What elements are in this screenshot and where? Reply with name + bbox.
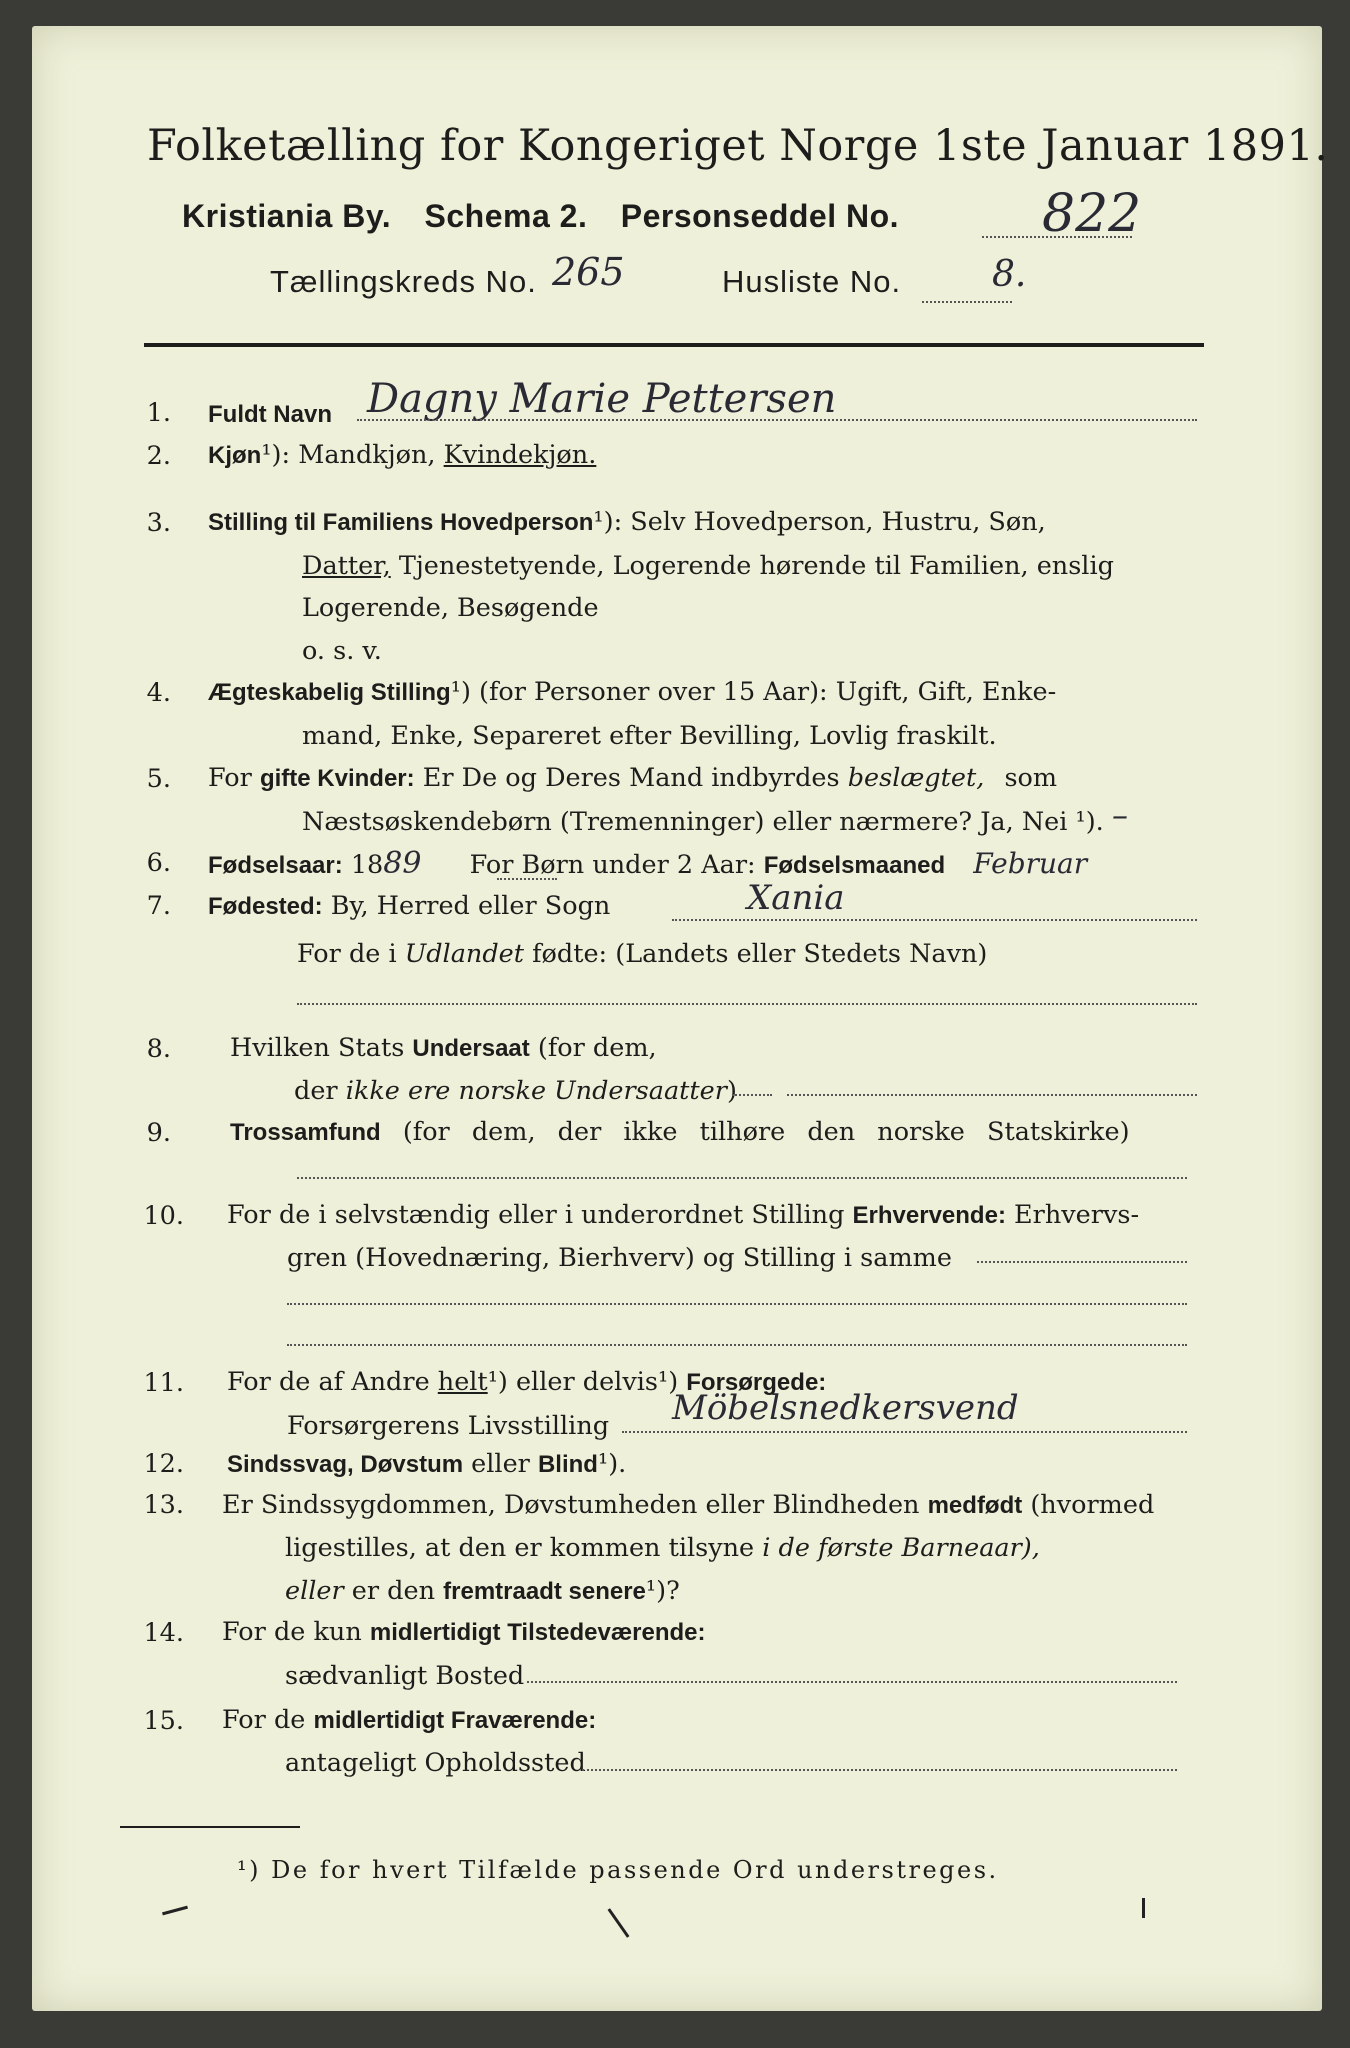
field-1-dots xyxy=(357,419,1197,421)
field-2-sup: ¹): xyxy=(261,440,291,470)
field-14-number: 14. xyxy=(143,1618,184,1648)
field-11-sup2: ¹) xyxy=(657,1367,679,1397)
field-6-century: 18 xyxy=(350,850,384,880)
field-15-pre: For de xyxy=(222,1705,306,1735)
field-6-year-value: 89 xyxy=(383,846,422,881)
field-7-dots xyxy=(672,919,1197,921)
ink-mark xyxy=(608,1908,630,1938)
field-4-line1 xyxy=(208,672,1056,713)
field-12-number: 12. xyxy=(143,1449,184,1479)
field-2-option-kvinde: Kvindekjøn. xyxy=(443,440,597,470)
field-7-line2 xyxy=(297,934,987,974)
husliste-label: Husliste No. xyxy=(722,264,902,299)
field-11-provider-value: Möbelsnedkersvend xyxy=(672,1388,1019,1428)
field-13-line3 xyxy=(285,1571,680,1612)
footnote xyxy=(237,1856,999,1884)
field-14-pre: For de kun xyxy=(222,1617,362,1647)
field-13-line3-mid: er den xyxy=(351,1576,436,1606)
field-11-option-helt: helt xyxy=(437,1367,488,1397)
field-12-sup: ¹). xyxy=(597,1449,627,1479)
field-6-year-dots xyxy=(497,878,557,880)
field-7-number: 7. xyxy=(146,891,171,921)
field-9-label: Trossamfund xyxy=(230,1119,381,1146)
personseddel-dots xyxy=(982,236,1132,238)
field-3-sup: ¹): xyxy=(593,507,623,537)
field-13-number: 13. xyxy=(143,1490,184,1520)
ink-mark xyxy=(162,1906,188,1916)
field-13-line1-rest: (hvormed xyxy=(1030,1490,1155,1520)
field-13-label: medfødt xyxy=(927,1492,1023,1519)
field-4-line2: mand, Enke, Separeret efter Bevilling, Lovlig fraskilt. xyxy=(302,721,997,751)
field-6-number: 6. xyxy=(146,848,171,878)
taellingskreds-number: 265 xyxy=(552,250,625,294)
field-3-line3: Logerende, Besøgende xyxy=(302,593,599,623)
field-15-label: midlertidigt Fraværende: xyxy=(313,1707,597,1734)
field-10-dots-b xyxy=(287,1303,1187,1305)
field-15-line1 xyxy=(222,1700,596,1741)
field-5-answer: – xyxy=(1112,796,1128,834)
census-form-sheet xyxy=(32,26,1329,2011)
field-10-pre: For de i selvstændig eller i underordnet Stilling xyxy=(227,1200,845,1230)
field-5-pre: For xyxy=(208,763,252,793)
husliste-number: 8. xyxy=(992,254,1027,295)
personseddel-number: 822 xyxy=(1042,184,1142,244)
field-7-question: By, Herred eller Sogn xyxy=(330,891,611,921)
field-13-line2-pre: ligestilles, at den er kommen tilsyne xyxy=(285,1533,755,1563)
field-11-mid: eller delvis xyxy=(515,1367,658,1397)
field-12-label: Sindssvag, Døvstum xyxy=(227,1451,464,1478)
field-8-line1 xyxy=(230,1028,657,1069)
field-5-line2: Næstsøskendebørn (Tremenninger) eller nærmere? Ja, Nei ¹). xyxy=(302,807,1104,837)
field-15-line2: antageligt Opholdssted xyxy=(285,1748,586,1778)
field-13-line2 xyxy=(285,1528,1040,1568)
field-5-italic: beslægtet, xyxy=(847,763,985,793)
field-10-number: 10. xyxy=(143,1201,184,1231)
field-9-rest: (for dem, der ikke tilhøre den norske Statskirke) xyxy=(402,1117,1130,1147)
field-6-line xyxy=(208,844,1087,886)
field-7-birthplace-value: Xania xyxy=(747,878,845,918)
field-8-pre: Hvilken Stats xyxy=(230,1033,405,1063)
field-6-label2: Fødselsmaaned xyxy=(763,852,946,879)
field-5-question-a: Er De og Deres Mand indbyrdes xyxy=(422,763,840,793)
field-13-pre: Er Sindssygdommen, Døvstumheden eller Blindheden xyxy=(222,1490,920,1520)
field-8-line1-rest: (for dem, xyxy=(537,1033,657,1063)
field-14-dots xyxy=(527,1681,1177,1683)
field-8-dots-a xyxy=(732,1094,772,1096)
field-5-line1 xyxy=(208,758,1057,799)
field-2-option-mand: Mandkjøn, xyxy=(298,440,436,470)
city-label: Kristiania By. xyxy=(182,198,392,234)
field-13-sup: ¹)? xyxy=(645,1576,680,1606)
field-8-line2 xyxy=(294,1071,737,1111)
field-8-line2-pre: der xyxy=(294,1076,338,1106)
field-4-sup: ¹) xyxy=(450,677,471,707)
field-3-options-a: Selv Hovedperson, Hustru, Søn, xyxy=(630,507,1046,537)
field-7-label: Fødested: xyxy=(208,893,323,920)
field-2-number: 2. xyxy=(146,441,171,471)
field-3-option-datter: Datter, xyxy=(302,551,391,581)
field-11-label: Forsørgede: xyxy=(686,1369,827,1396)
field-14-label: midlertidigt Tilstedeværende: xyxy=(369,1619,706,1646)
field-2-label: Kjøn xyxy=(208,442,262,469)
field-11-sup1: ¹) xyxy=(487,1367,508,1397)
field-9-number: 9. xyxy=(146,1118,171,1148)
footnote-text: De for hvert Tilfælde passende Ord understreges. xyxy=(271,1856,999,1884)
field-8-dots-b xyxy=(787,1094,1197,1096)
field-15-number: 15. xyxy=(143,1706,184,1736)
field-1-label: Fuldt Navn xyxy=(208,401,332,428)
field-4-label: Ægteskabelig Stilling xyxy=(208,679,451,706)
field-3-line1 xyxy=(208,502,1046,543)
field-7-line1 xyxy=(208,886,610,927)
field-9-line xyxy=(230,1112,1130,1153)
field-3-line2 xyxy=(302,546,1114,586)
personseddel-label: Personseddel No. xyxy=(620,198,900,234)
field-3-line4: o. s. v. xyxy=(302,636,382,666)
field-11-number: 11. xyxy=(143,1368,184,1398)
field-4-options-a: (for Personer over 15 Aar): Ugift, Gift, Enke- xyxy=(479,677,1057,707)
field-14-line2: sædvanligt Bosted xyxy=(285,1661,525,1691)
field-10-dots-a xyxy=(977,1261,1187,1263)
field-11-pre: For de af Andre xyxy=(227,1367,430,1397)
husliste-dots xyxy=(922,301,1012,303)
schema-line xyxy=(182,198,899,235)
schema-label: Schema 2. xyxy=(424,198,588,234)
field-7-line2-rest: fødte: (Landets eller Stedets Navn) xyxy=(532,939,988,969)
field-4-number: 4. xyxy=(146,678,171,708)
ink-mark xyxy=(1142,1898,1145,1918)
field-8-line2-rest: ) xyxy=(726,1076,737,1106)
field-3-number: 3. xyxy=(146,508,171,538)
field-13-label2: fremtraadt senere xyxy=(443,1578,646,1605)
field-15-dots xyxy=(582,1769,1177,1771)
field-1-number: 1. xyxy=(146,398,171,428)
field-12-label2: Blind xyxy=(537,1451,598,1478)
field-7-line2-pre: For de i xyxy=(297,939,397,969)
field-1-name-value: Dagny Marie Pettersen xyxy=(367,376,837,422)
field-11-line2: Forsørgerens Livsstilling xyxy=(287,1411,610,1441)
field-12-line xyxy=(227,1444,626,1485)
taellingskreds-label: Tællingskreds No. xyxy=(270,264,537,299)
field-12-mid: eller xyxy=(471,1449,530,1479)
field-10-line1 xyxy=(227,1195,1139,1236)
field-7-foreign-dots xyxy=(297,1003,1197,1005)
field-10-line2: gren (Hovednæring, Bierhverv) og Stilling i samme xyxy=(287,1243,952,1273)
field-8-label: Undersaat xyxy=(412,1035,530,1062)
field-6-month-value: Februar xyxy=(973,847,1088,880)
field-5-number: 5. xyxy=(146,764,171,794)
field-14-line1 xyxy=(222,1612,706,1653)
field-9-dots xyxy=(297,1177,1187,1179)
field-13-line1 xyxy=(222,1485,1154,1526)
field-5-label: gifte Kvinder: xyxy=(259,765,415,792)
field-8-number: 8. xyxy=(146,1034,171,1064)
footnote-sup: ¹) xyxy=(237,1856,261,1884)
field-13-italic: i de første Barneaar), xyxy=(762,1533,1040,1563)
field-10-label: Erhvervende: xyxy=(852,1202,1006,1229)
footnote-rule xyxy=(120,1826,300,1828)
field-3-label: Stilling til Familiens Hovedperson xyxy=(208,509,594,536)
field-6-label: Fødselsaar: xyxy=(208,852,343,879)
field-7-italic: Udlandet xyxy=(404,939,524,969)
field-13-italic2: eller xyxy=(285,1576,344,1606)
form-title: Folketælling for Kongeriget Norge 1ste Januar 1891. xyxy=(147,121,1329,171)
field-8-italic: ikke ere norske Undersaatter xyxy=(345,1076,727,1106)
field-10-line1-rest: Erhvervs- xyxy=(1014,1200,1140,1230)
field-5-som: som xyxy=(1004,763,1058,793)
field-6-mid: For Børn under 2 Aar: xyxy=(469,850,756,880)
field-11-dots xyxy=(622,1431,1187,1433)
field-3-options-b: Tjenestetyende, Logerende hørende til Familien, enslig xyxy=(398,551,1114,581)
field-10-dots-c xyxy=(287,1344,1187,1346)
header-rule xyxy=(144,343,1204,347)
field-2-line xyxy=(208,435,596,476)
